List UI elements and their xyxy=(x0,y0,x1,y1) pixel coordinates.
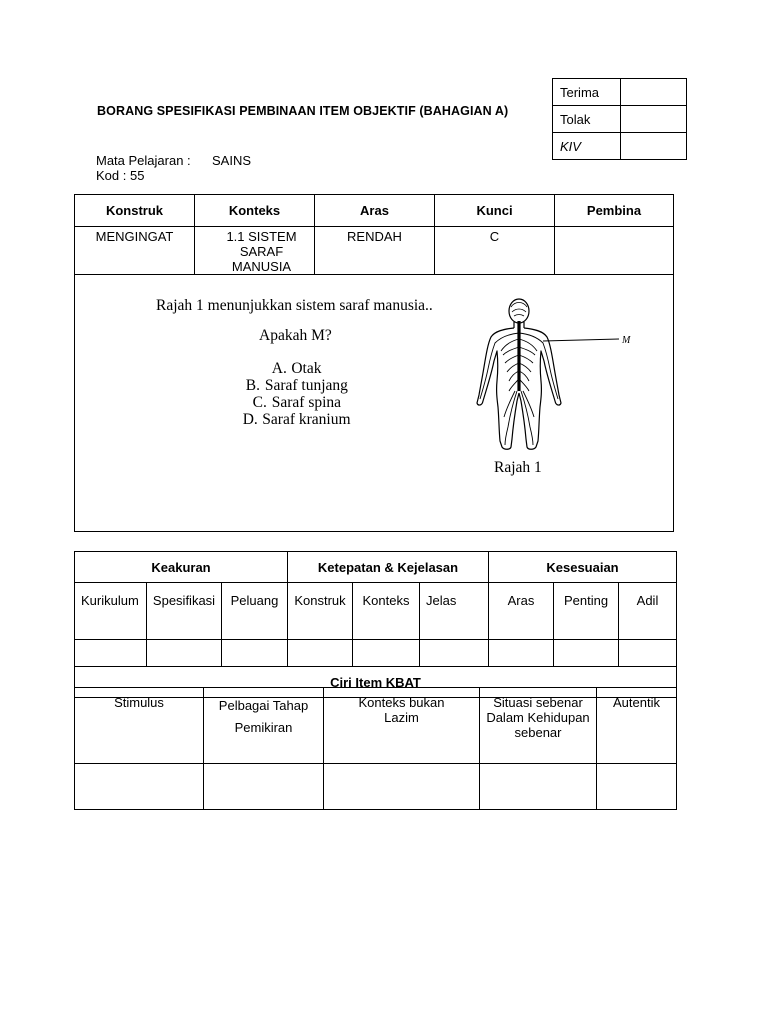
evaluation-table xyxy=(74,551,677,698)
nervous-system-figure xyxy=(459,295,669,455)
kbat-pelbagai-tahap: Pelbagai Tahap Pemikiran xyxy=(204,688,324,764)
criterion-adil: Adil xyxy=(619,583,677,640)
question-area xyxy=(75,275,674,532)
option-b-letter: B. xyxy=(245,377,260,394)
value-konteks: 1.1 SISTEM SARAF MANUSIA xyxy=(195,227,315,275)
subject-label: Mata Pelajaran : xyxy=(96,153,191,168)
status-terima-cell[interactable] xyxy=(621,79,687,106)
score-cell[interactable] xyxy=(489,640,554,667)
option-b xyxy=(156,377,433,394)
spec-table xyxy=(74,194,674,532)
criterion-konstruk: Konstruk xyxy=(288,583,353,640)
criterion-jelas: Jelas xyxy=(420,583,489,640)
score-cell[interactable] xyxy=(222,640,288,667)
header-aras: Aras xyxy=(315,195,435,227)
score-cell[interactable] xyxy=(353,640,420,667)
kbat-stimulus: Stimulus xyxy=(75,688,204,764)
value-kunci: C xyxy=(435,227,555,275)
status-box xyxy=(552,78,687,160)
figure-caption: Rajah 1 xyxy=(494,459,542,476)
option-d xyxy=(156,411,433,428)
figure-label-m: M xyxy=(622,335,631,346)
score-cell[interactable] xyxy=(420,640,489,667)
header-konstruk: Konstruk xyxy=(75,195,195,227)
score-cell[interactable] xyxy=(554,640,619,667)
group-kesesuaian: Kesesuaian xyxy=(489,552,677,583)
form-title: BORANG SPESIFIKASI PEMBINAAN ITEM OBJEKTIF (BAHAGIAN A) xyxy=(97,104,509,118)
kbat-autentik: Autentik xyxy=(597,688,677,764)
header-pembina: Pembina xyxy=(555,195,674,227)
option-c-text: Saraf spina xyxy=(271,394,342,411)
header-konteks: Konteks xyxy=(195,195,315,227)
option-a xyxy=(156,360,433,377)
kbat-cell[interactable] xyxy=(204,764,324,810)
score-cell[interactable] xyxy=(75,640,147,667)
option-c xyxy=(156,394,433,411)
kbat-konteks-bukan-lazim: Konteks bukan Lazim xyxy=(324,688,480,764)
score-cell[interactable] xyxy=(619,640,677,667)
criterion-konteks: Konteks xyxy=(353,583,420,640)
status-tolak-label: Tolak xyxy=(553,106,621,133)
criterion-penting: Penting xyxy=(554,583,619,640)
question-text xyxy=(156,297,433,428)
option-b-text: Saraf tunjang xyxy=(264,377,348,394)
option-a-letter: A. xyxy=(271,360,287,377)
subject-code: Kod : 55 xyxy=(96,168,145,183)
kbat-cell[interactable] xyxy=(324,764,480,810)
option-d-letter: D. xyxy=(242,411,258,428)
criterion-peluang: Peluang xyxy=(222,583,288,640)
status-kiv-cell[interactable] xyxy=(621,133,687,160)
question-stem: Rajah 1 menunjukkan sistem saraf manusia.. xyxy=(156,297,433,314)
kbat-cell[interactable] xyxy=(480,764,597,810)
criterion-kurikulum: Kurikulum xyxy=(75,583,147,640)
question-ask: Apakah M? xyxy=(259,327,332,344)
criterion-aras: Aras xyxy=(489,583,554,640)
kbat-cell[interactable] xyxy=(75,764,204,810)
group-keakuran: Keakuran xyxy=(75,552,288,583)
option-d-text: Saraf kranium xyxy=(262,411,351,428)
option-c-letter: C. xyxy=(252,394,267,411)
subject-value: SAINS xyxy=(212,153,252,168)
status-terima-label: Terima xyxy=(553,79,621,106)
value-pembina[interactable] xyxy=(555,227,674,275)
score-cell[interactable] xyxy=(288,640,353,667)
value-aras: RENDAH xyxy=(315,227,435,275)
kbat-table xyxy=(74,687,677,810)
header-kunci: Kunci xyxy=(435,195,555,227)
score-cell[interactable] xyxy=(147,640,222,667)
criterion-spesifikasi: Spesifikasi xyxy=(147,583,222,640)
kbat-situasi-sebenar: Situasi sebenar Dalam Kehidupan sebenar xyxy=(480,688,597,764)
group-ketepatan: Ketepatan & Kejelasan xyxy=(288,552,489,583)
option-a-text: Otak xyxy=(291,360,322,377)
status-kiv-label: KIV xyxy=(553,133,621,160)
kbat-title: Ciri Item KBAT xyxy=(75,667,677,698)
kbat-cell[interactable] xyxy=(597,764,677,810)
status-tolak-cell[interactable] xyxy=(621,106,687,133)
value-konstruk: MENGINGAT xyxy=(75,227,195,275)
